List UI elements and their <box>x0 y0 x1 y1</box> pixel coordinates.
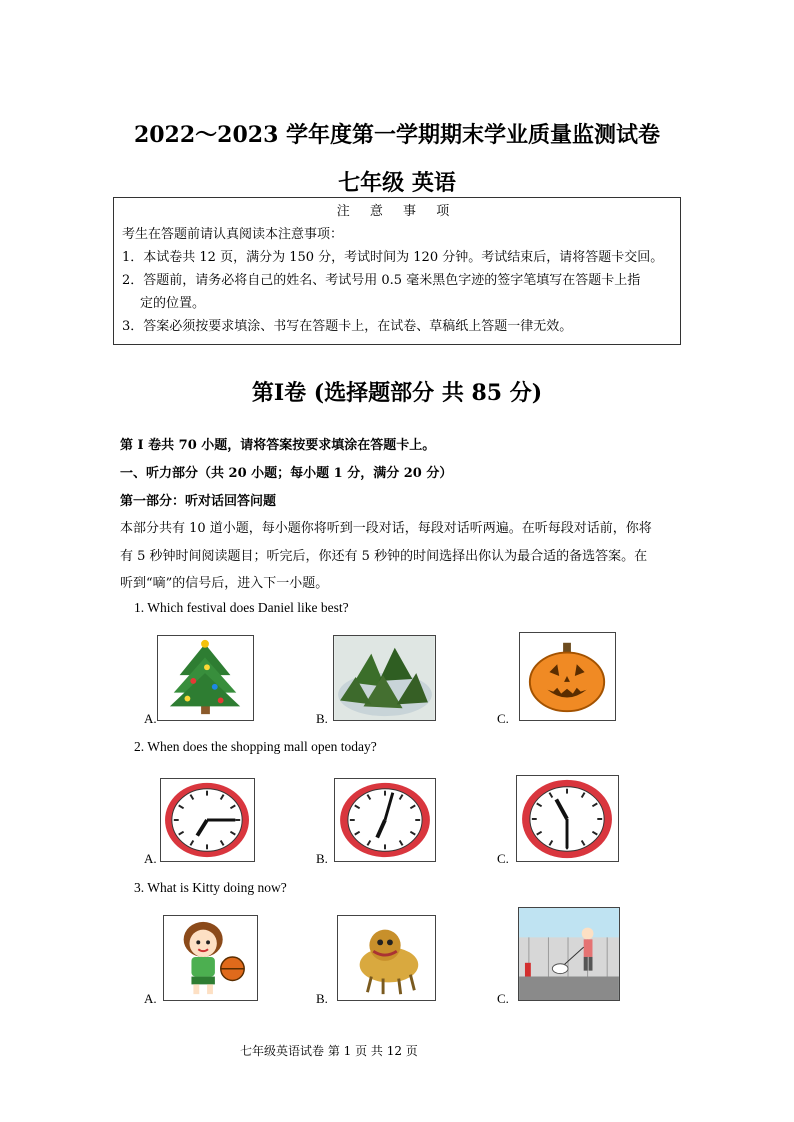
notice-box <box>113 197 681 345</box>
notice-item-3: 3．答案必须按要求填涂、书写在答题卡上，在试卷、草稿纸上答题一律无效。 <box>122 319 573 334</box>
exam-title: 2022～2023 学年度第一学期期末学业质量监测试卷 <box>133 122 661 148</box>
question-1: 1. Which festival does Daniel like best? <box>134 600 349 615</box>
description-line-1: 本部分共有 10 道小题，每小题你将听到一段对话，每段对话听两遍。在听每段对话前，你将 <box>120 521 652 536</box>
part-heading: 一、听力部分（共 20 小题；每小题 1 分，满分 20 分） <box>120 466 453 481</box>
lion-dance-icon[interactable] <box>337 915 436 1001</box>
question-2: 2. When does the shopping mall open today? <box>134 739 377 754</box>
zongzi-icon[interactable] <box>333 635 436 721</box>
clock-a-icon[interactable] <box>160 778 255 862</box>
option-2c[interactable]: C. <box>497 851 509 866</box>
page-footer: 七年级英语试卷 第 1 页 共 12 页 <box>240 1044 418 1058</box>
christmas-tree-icon[interactable] <box>157 635 254 721</box>
sub-heading: 第一部分：听对话回答问题 <box>120 494 277 509</box>
option-2b[interactable]: B. <box>316 851 328 866</box>
description-line-3: 听到“嘀”的信号后，进入下一小题。 <box>120 576 329 591</box>
notice-item-2-cont: 定的位置。 <box>140 296 206 311</box>
option-3b[interactable]: B. <box>316 991 328 1006</box>
notice-heading: 注 意 事 项 <box>336 204 458 219</box>
option-3a[interactable]: A. <box>144 991 157 1006</box>
option-1b[interactable]: B. <box>316 711 328 726</box>
description-line-2: 有 5 秒钟时间阅读题目；听完后，你还有 5 秒钟的时间选择出你认为最合适的备选答案。在 <box>120 549 648 564</box>
option-1a[interactable]: A. <box>144 711 157 726</box>
basketball-girl-icon[interactable] <box>163 915 258 1001</box>
section-instruction: 第 I 卷共 70 小题，请将答案按要求填涂在答题卡上。 <box>120 438 436 453</box>
option-3c[interactable]: C. <box>497 991 509 1006</box>
section-title: 第Ⅰ卷 (选择题部分 共 85 分) <box>251 380 543 406</box>
pumpkin-lantern-icon[interactable] <box>519 632 616 721</box>
question-3: 3. What is Kitty doing now? <box>134 880 287 895</box>
clock-b-icon[interactable] <box>334 778 436 862</box>
dog-walking-icon[interactable] <box>518 907 620 1001</box>
clock-c-icon[interactable] <box>516 775 619 862</box>
option-1c[interactable]: C. <box>497 711 509 726</box>
notice-item-2: 2．答题前，请务必将自己的姓名、考试号用 0.5 毫米黑色字迹的签字笔填写在答题卡上指 <box>122 273 641 288</box>
exam-subtitle: 七年级 英语 <box>338 170 456 196</box>
notice-intro: 考生在答题前请认真阅读本注意事项： <box>122 227 344 242</box>
option-2a[interactable]: A. <box>144 851 157 866</box>
notice-item-1: 1．本试卷共 12 页，满分为 150 分，考试时间为 120 分钟。考试结束后，请将答题卡交回。 <box>122 250 664 265</box>
